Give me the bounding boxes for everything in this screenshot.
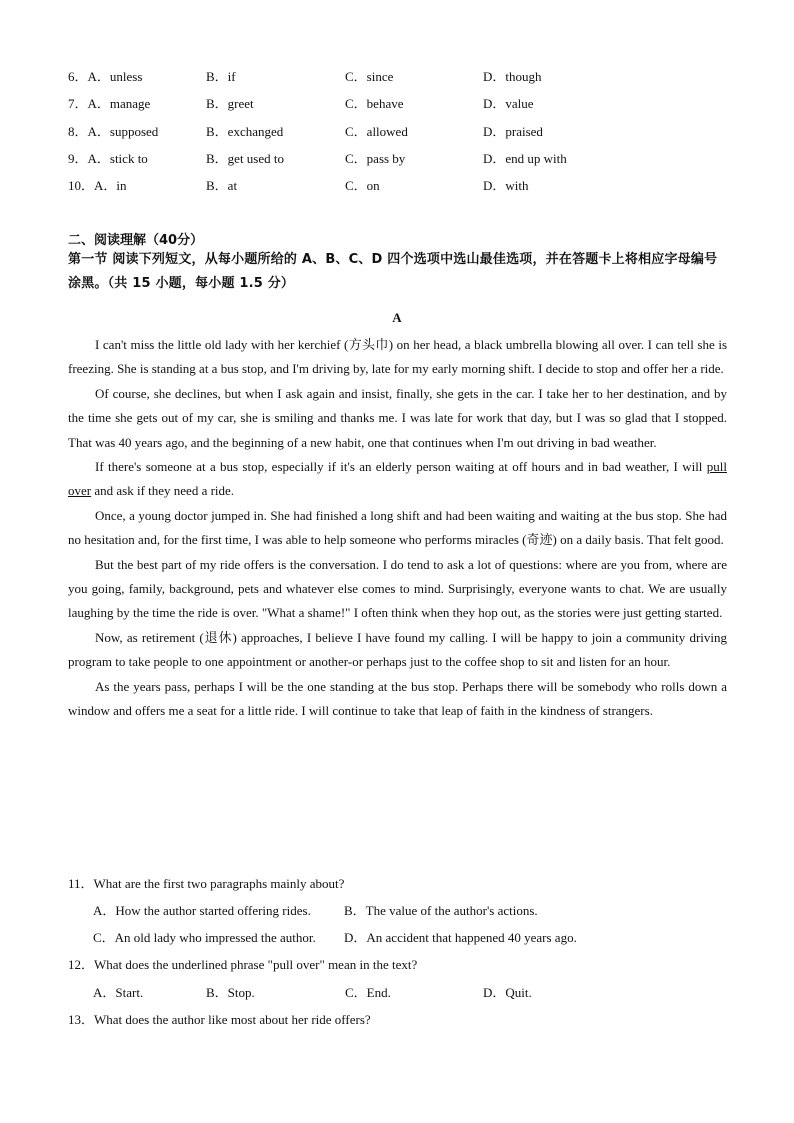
option-b: B．greet — [206, 96, 254, 111]
question-option-a: A．Start. — [93, 985, 144, 1000]
question-stem: 11．What are the first two paragraphs mainly about? — [68, 876, 345, 891]
option-b: B．if — [206, 69, 236, 84]
option-a: 7．A．manage — [68, 96, 151, 111]
paragraph — [68, 455, 727, 504]
option-a: 10．A．in — [68, 178, 127, 193]
paragraph: Now, as retirement (退休) approaches, I believe I have found my calling. I will be happy to join a community driving program to take people to one appointment or another-or perhaps just to the coffee shop to sit and listen for an hour. — [68, 629, 727, 670]
option-a: 9．A．stick to — [68, 151, 148, 166]
option-a: 8．A．supposed — [68, 124, 159, 139]
option-d: D．end up with — [483, 151, 567, 166]
option-b: B．exchanged — [206, 124, 284, 139]
question-option-d: D．Quit. — [483, 985, 532, 1000]
paragraph-text: and ask if they need a ride. — [91, 483, 235, 499]
option-d: D．with — [483, 178, 529, 193]
paragraph-text: Of course, she declines, but when I ask again and insist, finally, she gets in the car. I take her to her destination, and by the time she gets out of my car, she is smiling and thanks me. I was late for work that day, but I was so glad that I stopped. That was 40 years ago, and the beginning of a new habit, one that continues when I'm out driving in bad weather. — [68, 385, 727, 450]
option-c: C．since — [345, 69, 394, 84]
paragraph — [68, 382, 727, 455]
option-c: C．on — [345, 178, 380, 193]
question-option-c: C．An old lady who impressed the author. — [93, 930, 316, 945]
option-d: D．value — [483, 96, 534, 111]
section-instruction: 第一节 阅读下列短文，从每小题所给的 A、B、C、D 四个选项中选山最佳选项，并在答题卡上将相应字母编号涂黑。（共 15 小题，每小题 1.5 分） — [68, 252, 718, 291]
option-a: 6．A．unless — [68, 69, 143, 84]
cloze-option-row — [68, 96, 768, 112]
underlined-phrase: pull over — [68, 459, 727, 499]
paragraph: But the best part of my ride offers is the conversation. I do tend to ask a lot of questions: where are you from, where are you going, family, background, pets and whatever else comes to mind. Surprisingly, everyone wants to chat. We are usually laughing by the time the ride is over. "What a shame!" I often think when they hop out, as the stories were just getting started. — [68, 556, 727, 621]
passage-letter: A — [392, 310, 402, 325]
paragraph: As the years pass, perhaps I will be the one standing at the bus stop. Perhaps there will be somebody who rolls down a window and offers me a seat for a little ride. I will continue to take that leap of faith in the kindness of strangers. — [68, 678, 727, 719]
paragraph: Once, a young doctor jumped in. She had finished a long shift and had been waiting and waiting at the bus stop. She had no hesitation and, for the first time, I was able to help someone who performs miracles (奇迹) on a daily basis. That felt good. — [68, 507, 727, 548]
cloze-option-row — [68, 124, 768, 140]
question-option-d: D．An accident that happened 40 years ago. — [344, 930, 577, 945]
question-stem: 13．What does the author like most about her ride offers? — [68, 1012, 371, 1027]
option-d: D．though — [483, 69, 542, 84]
option-c: C．behave — [345, 96, 404, 111]
paragraph-text: If there's someone at a bus stop, especially if it's an elderly person waiting at off hours and in bad weather, I will — [95, 459, 707, 475]
option-b: B．at — [206, 178, 238, 193]
section-title: 二、阅读理解（40分） — [68, 233, 204, 248]
option-b: B．get used to — [206, 151, 284, 166]
question-stem: 12．What does the underlined phrase "pull over" mean in the text? — [68, 957, 418, 972]
paragraph: I can't miss the little old lady with her kerchief (方头巾) on her head, a black umbrella blowing all over. I can tell she is freezing. She is standing at a bus stop, and I'm driving by, late for my early morning shift. I decide to stop and offer her a ride. — [68, 337, 727, 377]
question-option-a: A．How the author started offering rides. — [93, 903, 311, 918]
option-c: C．pass by — [345, 151, 406, 166]
cloze-option-row — [68, 69, 768, 85]
question-option-b: B．The value of the author's actions. — [344, 903, 538, 918]
option-d: D．praised — [483, 124, 543, 139]
cloze-option-row — [68, 151, 768, 167]
question-option-b: B．Stop. — [206, 985, 255, 1000]
reading-passage — [68, 333, 727, 724]
cloze-option-row — [68, 178, 768, 194]
option-c: C．allowed — [345, 124, 408, 139]
question-option-c: C．End. — [345, 985, 391, 1000]
